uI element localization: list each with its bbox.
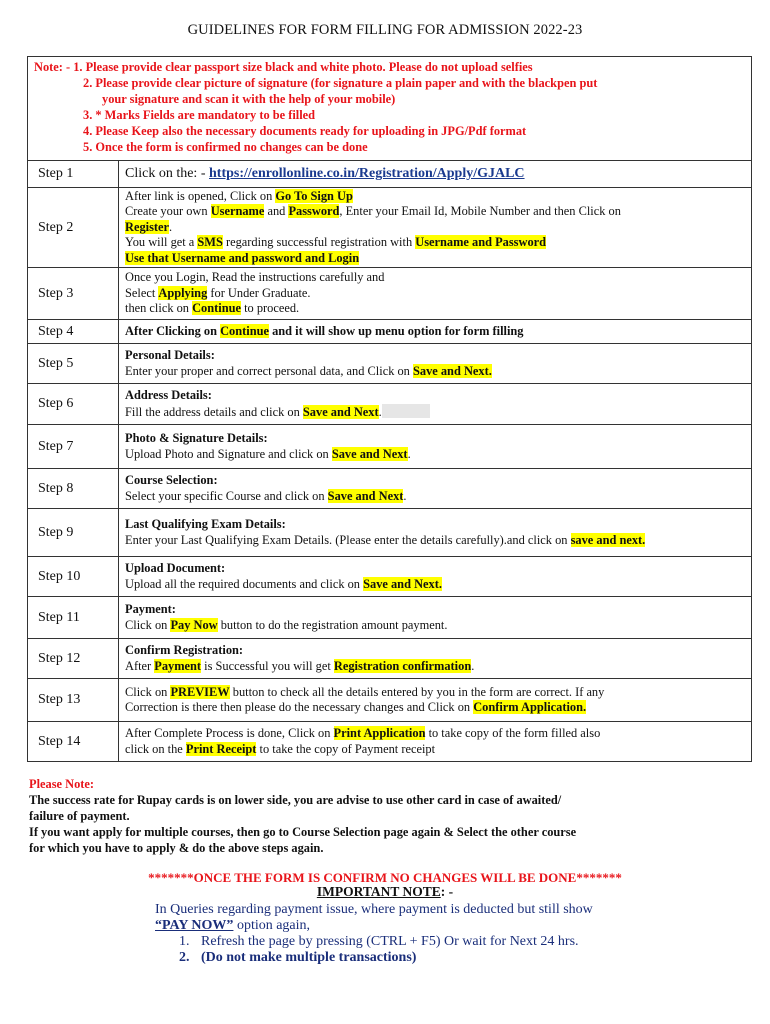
step-label: Step 7	[28, 425, 119, 469]
login-highlight: Use that Username and password and Login	[125, 250, 360, 265]
save-next-highlight: Save and Next	[327, 488, 404, 503]
table-row	[28, 722, 752, 762]
table-row	[28, 320, 752, 344]
step-content: Upload Document: Upload all the required documents and click on Save and Next.	[119, 557, 752, 597]
notes-box	[27, 56, 752, 160]
please-note-line: The success rate for Rupay cards is on lower side, you are advise to use other card in case of awaited/	[29, 793, 562, 807]
step-heading: Course Selection:	[125, 473, 218, 487]
note-5: 5. Once the form is confirmed no changes can be done	[83, 140, 368, 154]
please-note-heading: Please Note:	[29, 777, 95, 791]
step-content: Payment: Click on Pay Now button to do the registration amount payment.	[119, 597, 752, 639]
grey-mark	[382, 404, 430, 418]
please-note-section	[29, 776, 729, 856]
step-content: Click on the: - https://enrollonline.co.in/Registration/Apply/GJALC	[119, 161, 752, 188]
table-row	[28, 557, 752, 597]
save-next-highlight: Save and Next	[331, 446, 408, 461]
step-content: Photo & Signature Details: Upload Photo and Signature and click on Save and Next.	[119, 425, 752, 469]
step-content: After link is opened, Click on Go To Sign Up Create your own Username and Password, Enter your Email Id, Mobile Number and then Click on Register. You will get a SMS regarding successful registration with Username and Password Use that Username and password and Login	[119, 188, 752, 268]
note-2: 2. Please provide clear picture of signature (for signature a plain paper and with the blackpen put	[83, 76, 598, 90]
applying-highlight: Applying	[158, 285, 208, 300]
step-content: Once you Login, Read the instructions carefully and Select Applying for Under Graduate. then click on Continue to proceed.	[119, 268, 752, 320]
step-label: Step 3	[28, 268, 119, 320]
list-item: 2. (Do not make multiple transactions)	[179, 950, 417, 965]
go-to-sign-up-highlight: Go To Sign Up	[275, 188, 353, 203]
table-row	[28, 509, 752, 557]
step-content: Click on PREVIEW button to check all the details entered by you in the form are correct. If any Correction is there then please do the necessary changes and Click on Confirm Application.	[119, 679, 752, 722]
table-row	[28, 268, 752, 320]
save-next-highlight: Save and Next.	[412, 363, 492, 378]
table-row	[28, 469, 752, 509]
save-next-highlight: save and next.	[570, 532, 646, 547]
step-label: Step 9	[28, 509, 119, 557]
step-content: After Clicking on Continue and it will show up menu option for form filling	[119, 320, 752, 344]
confirm-application-highlight: Confirm Application.	[473, 700, 587, 714]
please-note-line: for which you have to apply & do the above steps again.	[29, 841, 324, 855]
step-label: Step 1	[28, 161, 119, 188]
step-content: Course Selection: Select your specific Course and click on Save and Next.	[119, 469, 752, 509]
step-content: After Complete Process is done, Click on Print Application to take copy of the form filled also click on the Print Receipt to take the copy of Payment receipt	[119, 722, 752, 762]
register-highlight: Register	[125, 219, 170, 234]
step-label: Step 14	[28, 722, 119, 762]
step-heading: Last Qualifying Exam Details:	[125, 517, 286, 531]
table-row	[28, 597, 752, 639]
step-label: Step 2	[28, 188, 119, 268]
step-label: Step 6	[28, 384, 119, 425]
step-label: Step 8	[28, 469, 119, 509]
pay-now-highlight: Pay Now	[170, 617, 218, 632]
username-password-highlight: Username and Password	[415, 235, 547, 250]
step-content: Personal Details: Enter your proper and correct personal data, and Click on Save and Next.	[119, 344, 752, 384]
save-next-highlight: Save and Next	[302, 404, 379, 419]
list-item: 1. Refresh the page by pressing (CTRL + F5) Or wait for Next 24 hrs.	[179, 934, 579, 949]
step-content: Confirm Registration: After Payment is Successful you will get Registration confirmation.	[119, 639, 752, 679]
queries-line: In Queries regarding payment issue, where payment is deducted but still show	[155, 902, 593, 917]
note-1: Note: - 1. Please provide clear passport size black and white photo. Please do not upload selfies	[34, 60, 533, 74]
table-row	[28, 188, 752, 268]
document-title: GUIDELINES FOR FORM FILLING FOR ADMISSION 2022-23	[187, 22, 583, 38]
step-content: Address Details: Fill the address details and click on Save and Next.	[119, 384, 752, 425]
please-note-line: failure of payment.	[29, 809, 130, 823]
password-highlight: Password	[288, 204, 340, 219]
save-next-highlight: Save and Next.	[363, 576, 442, 591]
registration-link[interactable]: https://enrollonline.co.in/Registration/Apply/GJALC	[209, 166, 525, 182]
step-heading: Photo & Signature Details:	[125, 431, 268, 445]
queries-section: In Queries regarding payment issue, where payment is deducted but still show “PAY NOW” option again, 1. Refresh the page by pressing (CTRL + F5) Or wait for Next 24 hrs. 2. (Do not make multiple transactions)	[155, 902, 715, 966]
step-heading: Personal Details:	[125, 348, 215, 362]
table-row	[28, 639, 752, 679]
step-label: Step 10	[28, 557, 119, 597]
note-3: 3. * Marks Fields are mandatory to be filled	[83, 108, 316, 122]
step-label: Step 4	[28, 320, 119, 344]
table-row	[28, 161, 752, 188]
step-heading: Payment:	[125, 602, 176, 616]
continue-highlight: Continue	[220, 323, 269, 338]
step-heading: Confirm Registration:	[125, 643, 244, 657]
payment-highlight: Payment	[154, 658, 202, 673]
table-row	[28, 384, 752, 425]
username-highlight: Username	[210, 204, 265, 219]
note-2-continued: your signature and scan it with the help of your mobile)	[102, 92, 396, 106]
please-note-line: If you want apply for multiple courses, then go to Course Selection page again & Select the other course	[29, 825, 577, 839]
final-warning: *******ONCE THE FORM IS CONFIRM NO CHANGES WILL BE DONE*******	[148, 870, 622, 885]
important-note-heading: IMPORTANT NOTE: -	[316, 884, 454, 899]
table-row	[28, 344, 752, 384]
step-label: Step 11	[28, 597, 119, 639]
registration-confirmation-highlight: Registration confirmation	[333, 658, 472, 673]
continue-highlight: Continue	[192, 301, 241, 316]
step-label: Step 12	[28, 639, 119, 679]
table-row	[28, 679, 752, 722]
step-heading: Address Details:	[125, 388, 212, 402]
step-heading: Upload Document:	[125, 561, 226, 575]
pay-now-text: “PAY NOW”	[155, 918, 234, 933]
print-application-highlight: Print Application	[333, 726, 426, 740]
step-label: Step 5	[28, 344, 119, 384]
preview-highlight: PREVIEW	[170, 684, 230, 699]
print-receipt-highlight: Print Receipt	[185, 741, 257, 756]
step-label: Step 13	[28, 679, 119, 722]
step-content: Last Qualifying Exam Details: Enter your Last Qualifying Exam Details. (Please enter the details carefully).and click on save and next.	[119, 509, 752, 557]
note-4: 4. Please Keep also the necessary documents ready for uploading in JPG/Pdf format	[83, 124, 527, 138]
sms-highlight: SMS	[197, 235, 223, 250]
steps-table	[27, 160, 752, 762]
table-row	[28, 425, 752, 469]
